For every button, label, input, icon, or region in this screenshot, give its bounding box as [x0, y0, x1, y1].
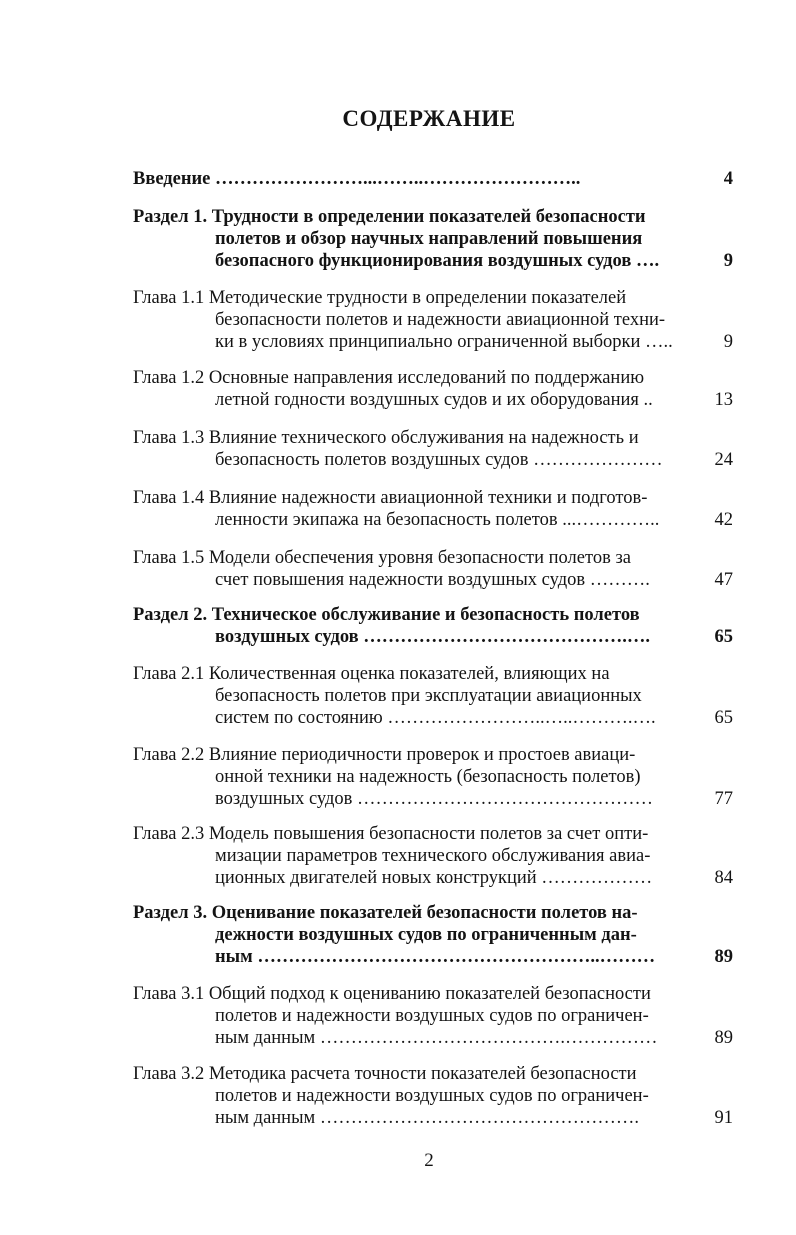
- toc-entry-line: дежности воздушных судов по ограниченным дан-: [215, 925, 637, 945]
- toc-chapter-entry: [133, 744, 733, 810]
- toc-section-entry: [133, 902, 733, 968]
- toc-page-number: 77: [714, 789, 733, 809]
- toc-entry-line: воздушных судов …………………………………………: [215, 789, 654, 809]
- toc-chapter-entry: [133, 487, 733, 531]
- toc-page-number: 24: [714, 450, 733, 470]
- toc-entry-line: Глава 3.1 Общий подход к оцениванию показателей безопасности: [133, 984, 651, 1004]
- toc-page-number: 65: [714, 627, 733, 647]
- toc-entry-line: Глава 2.3 Модель повышения безопасности полетов за счет опти-: [133, 824, 649, 844]
- toc-page-number: 42: [714, 510, 733, 530]
- toc-entry-line: Раздел 1. Трудности в определении показателей безопасности: [133, 207, 646, 227]
- toc-entry-line: летной годности воздушных судов и их оборудования ..: [215, 390, 653, 410]
- toc-entry-line: Глава 3.2 Методика расчета точности показателей безопасности: [133, 1064, 637, 1084]
- toc-entry-line: полетов и обзор научных направлений повышения: [215, 229, 643, 249]
- toc-entry-line: безопасность полетов воздушных судов …………………: [215, 450, 663, 470]
- toc-entry-line: ным данным ………………………………….……………: [215, 1028, 658, 1048]
- toc-page-number: 65: [714, 708, 733, 728]
- toc-entry-line: Глава 1.2 Основные направления исследований по поддержанию: [133, 368, 645, 388]
- toc-chapter-entry: [133, 427, 733, 471]
- page-number: 2: [424, 1150, 434, 1171]
- toc-entry-line: полетов и надежности воздушных судов по ограничен-: [215, 1086, 649, 1106]
- toc-entry-line: Глава 1.5 Модели обеспечения уровня безопасности полетов за: [133, 548, 631, 568]
- toc-page-number: 89: [714, 1028, 733, 1048]
- toc-page-number: 4: [723, 169, 733, 189]
- toc-chapter-entry: [133, 1063, 733, 1129]
- toc-entry-line: ным данным …………………………………………….: [215, 1108, 639, 1128]
- toc-entry-line: Глава 1.4 Влияние надежности авиационной техники и подготов-: [133, 488, 648, 508]
- toc-chapter-entry: [133, 663, 733, 729]
- toc-entry-line: счет повышения надежности воздушных судов ……….: [215, 570, 650, 590]
- toc-chapter-entry: [133, 823, 733, 889]
- toc-section-entry: [133, 604, 733, 648]
- toc-entry-line: онной техники на надежность (безопасность полетов): [215, 767, 641, 787]
- toc-entry-line: безопасности полетов и надежности авиационной техни-: [215, 310, 666, 330]
- toc-section-entry: [133, 168, 733, 190]
- toc-entry-line: полетов и надежности воздушных судов по ограничен-: [215, 1006, 649, 1026]
- toc-page-number: 47: [714, 570, 733, 590]
- toc-entry-line: мизации параметров технического обслуживания авиа-: [215, 846, 651, 866]
- toc-entry-line: воздушных судов …………………………………….….: [215, 627, 650, 647]
- toc-entry-line: безопасность полетов при эксплуатации авиационных: [215, 686, 642, 706]
- toc-page-number: 13: [714, 390, 733, 410]
- toc-page-number: 9: [723, 251, 733, 271]
- toc-entry-line: Раздел 3. Оценивание показателей безопасности полетов на-: [133, 903, 638, 923]
- toc-entry-line: Глава 2.2 Влияние периодичности проверок и простоев авиаци-: [133, 745, 636, 765]
- toc-entry-line: Глава 1.3 Влияние технического обслуживания на надежность и: [133, 428, 639, 448]
- toc-entry-line: Раздел 2. Техническое обслуживание и безопасность полетов: [133, 605, 640, 625]
- toc-entry-line: ленности экипажа на безопасность полетов ...…………..: [215, 510, 660, 530]
- page-title: СОДЕРЖАНИЕ: [342, 106, 516, 131]
- toc-page-number: 9: [723, 332, 733, 352]
- toc-entry-line: Глава 1.1 Методические трудности в определении показателей: [133, 288, 627, 308]
- toc-page-number: 91: [714, 1108, 733, 1128]
- toc-entry-line: Введение ……………………...……..……………………..: [133, 169, 581, 189]
- toc-page-number: 84: [714, 868, 733, 888]
- toc-entry-line: ным ………………………………………………..………: [215, 947, 656, 967]
- toc-chapter-entry: [133, 367, 733, 411]
- toc-chapter-entry: [133, 547, 733, 591]
- toc-entry-line: безопасного функционирования воздушных судов ….: [215, 251, 660, 271]
- toc-page-number: 89: [714, 947, 733, 967]
- toc-section-entry: [133, 206, 733, 272]
- toc-chapter-entry: [133, 983, 733, 1049]
- toc-entry-line: Глава 2.1 Количественная оценка показателей, влияющих на: [133, 664, 610, 684]
- toc-chapter-entry: [133, 287, 733, 353]
- toc-entry-line: ционных двигателей новых конструкций ………………: [215, 868, 653, 888]
- toc-entry-line: ки в условиях принципиально ограниченной выборки …..: [215, 332, 673, 352]
- toc-entry-line: систем по состоянию ……………………..…..……….….: [215, 708, 656, 728]
